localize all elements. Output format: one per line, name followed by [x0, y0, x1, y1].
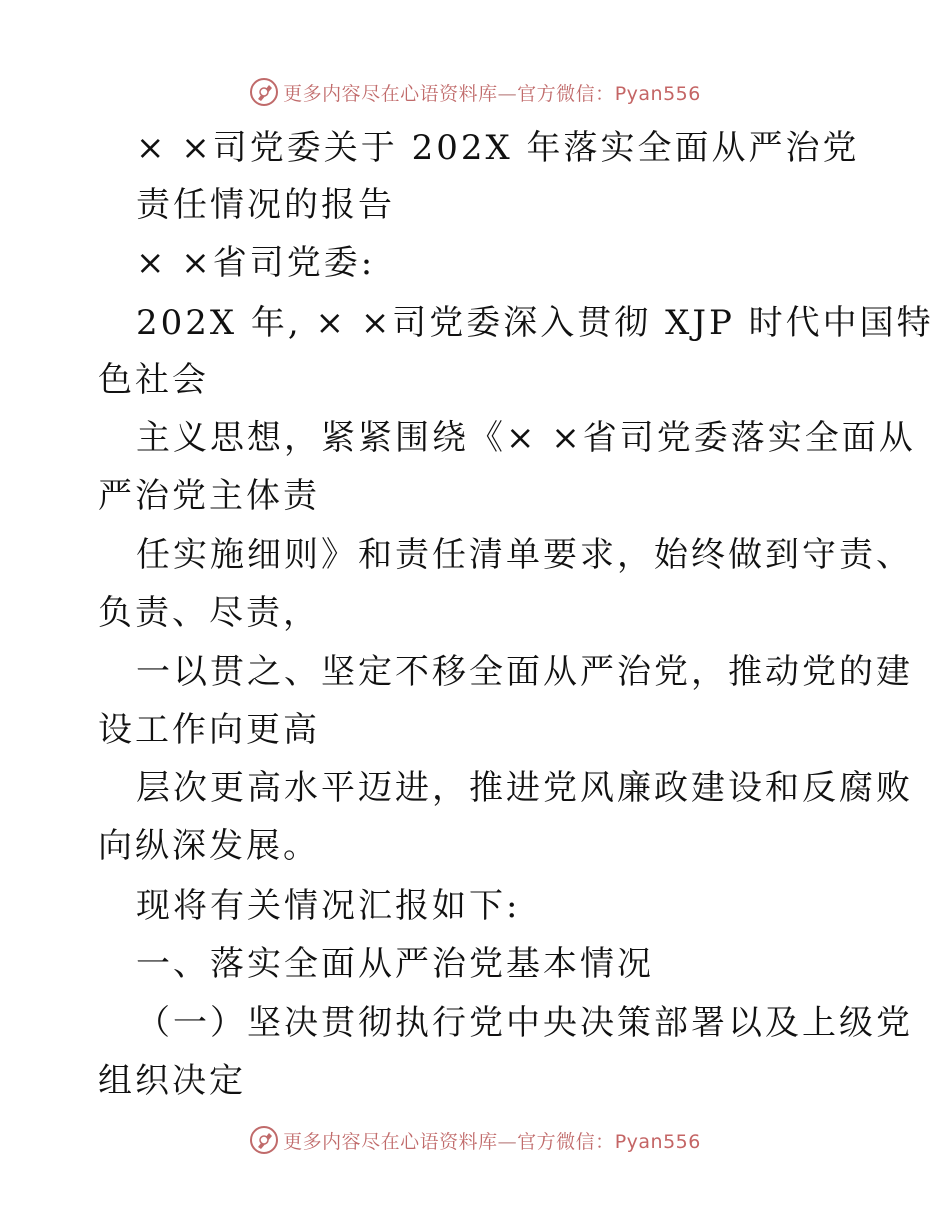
- doc-paragraph-line: 负责、尽责，: [98, 593, 320, 633]
- doc-paragraph-line: 色社会: [98, 360, 209, 400]
- watermark-dash: —: [497, 1130, 518, 1153]
- doc-paragraph-line: 主义思想，紧紧围绕《× ×省司党委落实全面从: [136, 418, 916, 458]
- footer-watermark: [0, 1120, 950, 1160]
- doc-paragraph-line: 严治党主体责: [98, 476, 320, 516]
- doc-subsection-heading-cont: 组织决定: [98, 1061, 246, 1101]
- watermark-wechat-id: Pyan556: [614, 82, 701, 105]
- watermark-site: 更多内容尽在心语资料库: [283, 82, 498, 105]
- watermark-official: 官方微信：: [517, 1130, 615, 1153]
- doc-section-heading: 一、落实全面从严治党基本情况: [136, 944, 654, 984]
- watermark-site: 更多内容尽在心语资料库: [283, 1130, 498, 1153]
- watermark-text: [283, 1127, 701, 1154]
- doc-paragraph-line: 现将有关情况汇报如下:: [136, 886, 521, 926]
- watermark-official: 官方微信：: [517, 82, 615, 105]
- doc-paragraph-line: 层次更高水平迈进，推进党风廉政建设和反腐败: [136, 768, 913, 808]
- doc-paragraph-line: 设工作向更高: [98, 710, 320, 750]
- doc-paragraph-line: 向纵深发展。: [98, 826, 320, 866]
- watermark-wechat-id: Pyan556: [614, 1130, 701, 1153]
- doc-paragraph-line: 一以贯之、坚定不移全面从严治党，推动党的建: [136, 652, 913, 692]
- watermark-dash: —: [497, 82, 518, 105]
- doc-title-line-1: × ×司党委关于 202X 年落实全面从严治党: [136, 128, 860, 168]
- doc-addressee: × ×省司党委:: [136, 243, 376, 283]
- doc-subsection-heading: （一）坚决贯彻执行党中央决策部署以及上级党: [136, 1003, 913, 1043]
- quill-circle-icon: [249, 1125, 279, 1155]
- doc-title-line-2: 责任情况的报告: [136, 185, 395, 225]
- doc-paragraph-line: 202X 年, × ×司党委深入贯彻 XJP 时代中国特: [136, 303, 934, 343]
- doc-paragraph-line: 任实施细则》和责任清单要求，始终做到守责、: [136, 535, 913, 575]
